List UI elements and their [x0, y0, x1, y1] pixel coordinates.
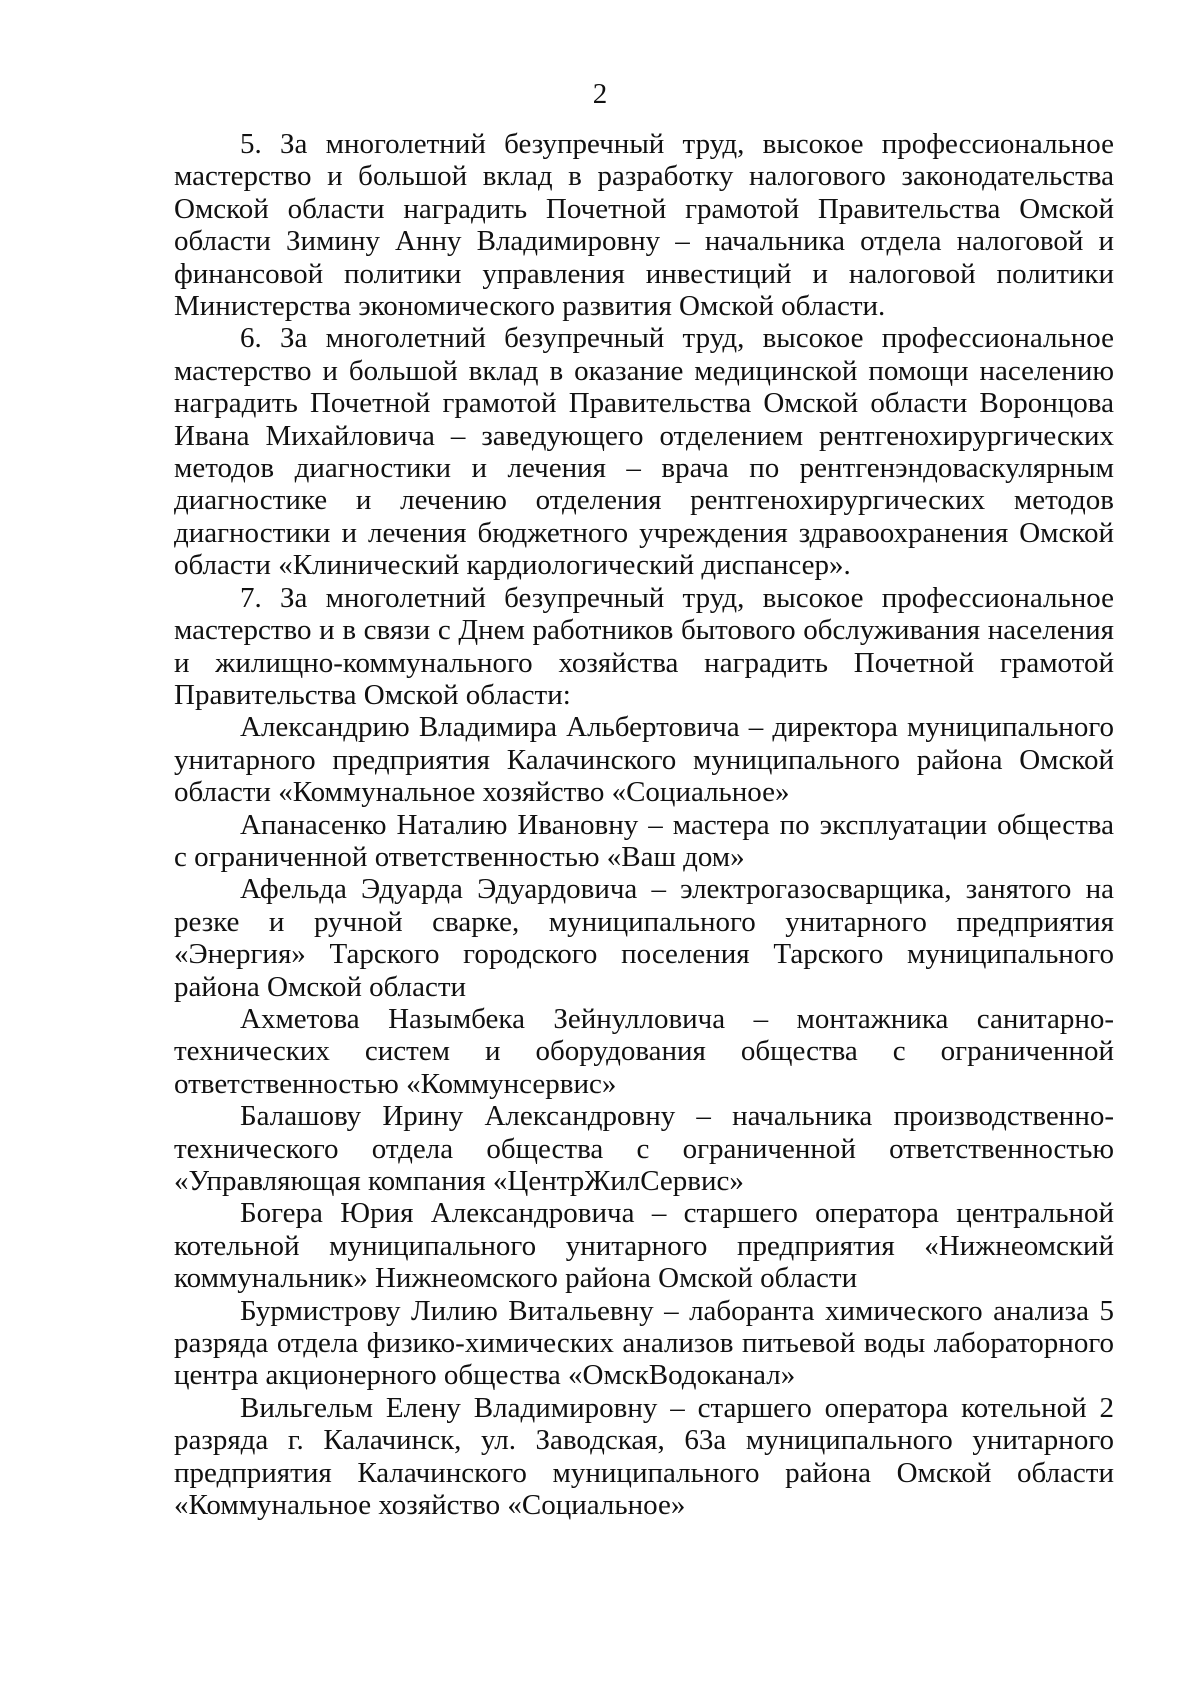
- awardee-entry: Ахметова Назымбека Зейнулловича – монтажника санитарно-технических систем и оборудования общества с ограниченной ответственностью «Коммунсервис»: [174, 1002, 1114, 1100]
- page-number: 2: [592, 78, 608, 110]
- awardee-entry: Апанасенко Наталию Ивановну – мастера по эксплуатации общества с ограниченной ответственностью «Ваш дом»: [174, 808, 1114, 873]
- awardee-entry: Балашову Ирину Александровну – начальника производственно-технического отдела общества с ограниченной ответственностью «Управляющая компания «ЦентрЖилСервис»: [174, 1100, 1114, 1197]
- awardee-entry: Афельда Эдуарда Эдуардовича – электрогазосварщика, занятого на резке и ручной сварке, муниципального унитарного предприятия «Энергия» Тарского городского поселения Тарского муниципального района Омской области: [174, 873, 1114, 1003]
- paragraph-item-6: 6. За многолетний безупречный труд, высокое профессиональное мастерство и большой вклад в оказание медицинской помощи населению наградить Почетной грамотой Правительства Омской области Воронцова Ивана Михайловича – заведующего отделением рентгенохирургических методов диагностики и лечения – врача по рентгенэндоваскулярным диагностике и лечению отделения рентгенохирургических методов диагностики и лечения бюджетного учреждения здравоохранения Омской области «Клинический кардиологический диспансер».: [174, 322, 1114, 582]
- awardee-entry: Вильгельм Елену Владимировну – старшего оператора котельной 2 разряда г. Калачинск, ул. Заводская, 63а муниципального унитарного предприятия Калачинского муниципального района Омской области «Коммунальное хозяйство «Социальное»: [174, 1391, 1114, 1522]
- paragraph-item-7: 7. За многолетний безупречный труд, высокое профессиональное мастерство и в связи с Днем работников бытового обслуживания населения и жилищно-коммунального хозяйства наградить Почетной грамотой Правительства Омской области:: [174, 581, 1114, 711]
- awardee-entry: Александрию Владимира Альбертовича – директора муниципального унитарного предприятия Калачинского муниципального района Омской области «Коммунальное хозяйство «Социальное»: [174, 711, 1114, 809]
- awardee-entry: Богера Юрия Александровича – старшего оператора центральной котельной муниципального унитарного предприятия «Нижнеомский коммунальник» Нижнеомского района Омской области: [174, 1197, 1114, 1295]
- awardee-entry: Бурмистрову Лилию Витальевну – лаборанта химического анализа 5 разряда отдела физико-химических анализов питьевой воды лабораторного центра акционерного общества «ОмскВодоканал»: [174, 1294, 1114, 1392]
- paragraph-item-5: 5. За многолетний безупречный труд, высокое профессиональное мастерство и большой вклад в разработку налогового законодательства Омской области наградить Почетной грамотой Правительства Омской области Зимину Анну Владимировну – начальника отдела налоговой и финансовой политики управления инвестиций и налоговой политики Министерства экономического развития Омской области.: [174, 128, 1114, 323]
- document-body: [174, 128, 1114, 1521]
